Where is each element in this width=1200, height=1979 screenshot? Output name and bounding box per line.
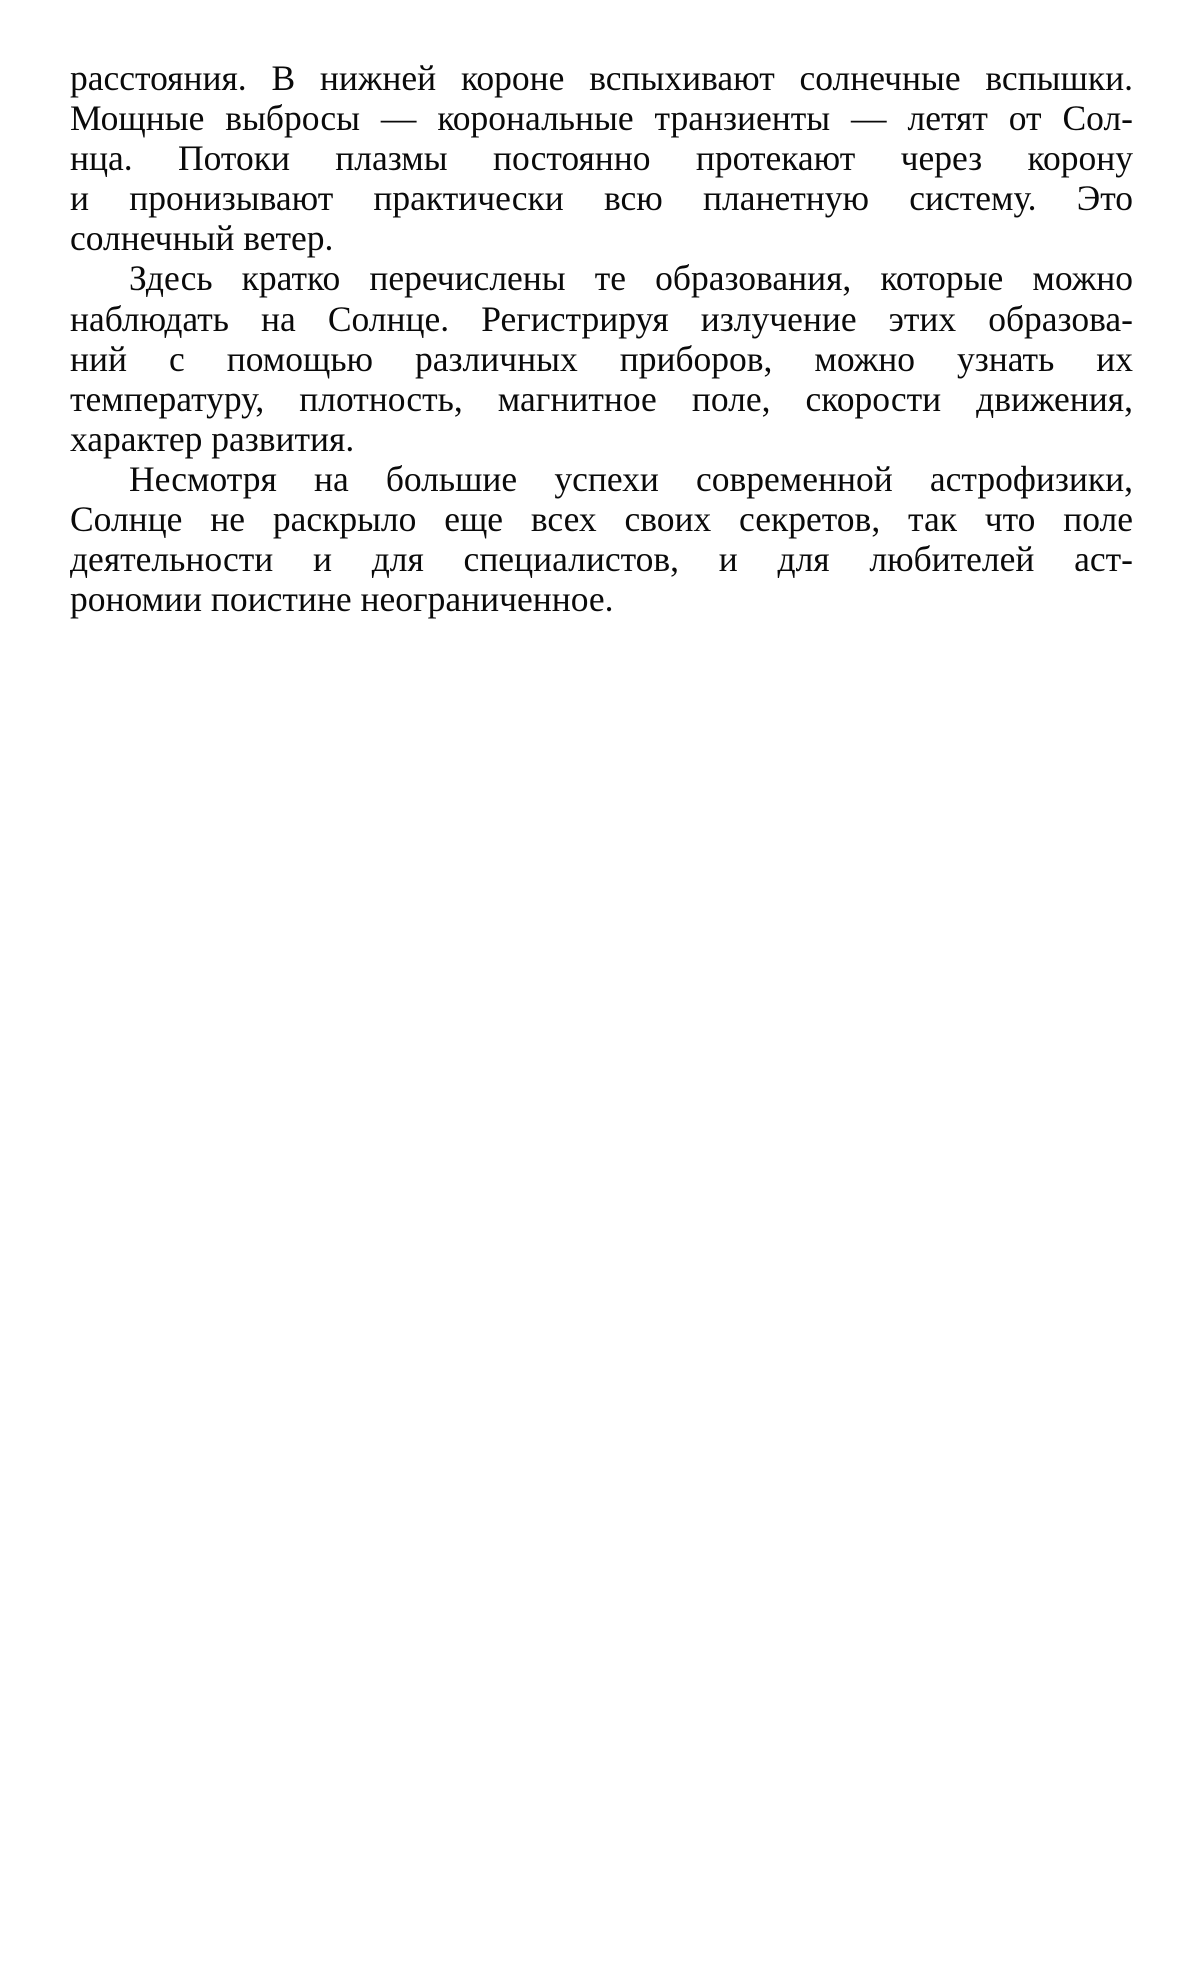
text-line: нца. Потоки плазмы постоянно протекают через корону bbox=[70, 138, 1133, 179]
text-line: расстояния. В нижней короне вспыхивают солнечные вспышки. bbox=[70, 58, 1133, 98]
paragraph-1 bbox=[70, 58, 1133, 258]
text-line: Солнце не раскрыло еще всех своих секретов, так что поле bbox=[70, 499, 1133, 540]
paragraph-3 bbox=[70, 459, 1133, 619]
text-line: Мощные выбросы — корональные транзиенты — летят от Сол- bbox=[70, 98, 1133, 139]
text-line: и пронизывают практически всю планетную систему. Это bbox=[70, 178, 1133, 219]
text-line: наблюдать на Солнце. Регистрируя излучение этих образова- bbox=[70, 298, 1133, 339]
text-line: Несмотря на большие успехи современной астрофизики, bbox=[129, 458, 1133, 499]
text-line: деятельности и для специалистов, и для любителей аст- bbox=[70, 539, 1133, 580]
page-text bbox=[70, 58, 1133, 619]
text-line: температуру, плотность, магнитное поле, скорости движения, bbox=[70, 378, 1133, 419]
text-line: характер развития. bbox=[70, 418, 355, 459]
paragraph-2 bbox=[70, 258, 1133, 458]
text-line: Здесь кратко перечислены те образования, которые можно bbox=[129, 258, 1133, 299]
text-line: ний с помощью различных приборов, можно узнать их bbox=[70, 338, 1133, 379]
text-line: рономии поистине неограниченное. bbox=[70, 579, 614, 620]
text-line: солнечный ветер. bbox=[70, 218, 334, 259]
